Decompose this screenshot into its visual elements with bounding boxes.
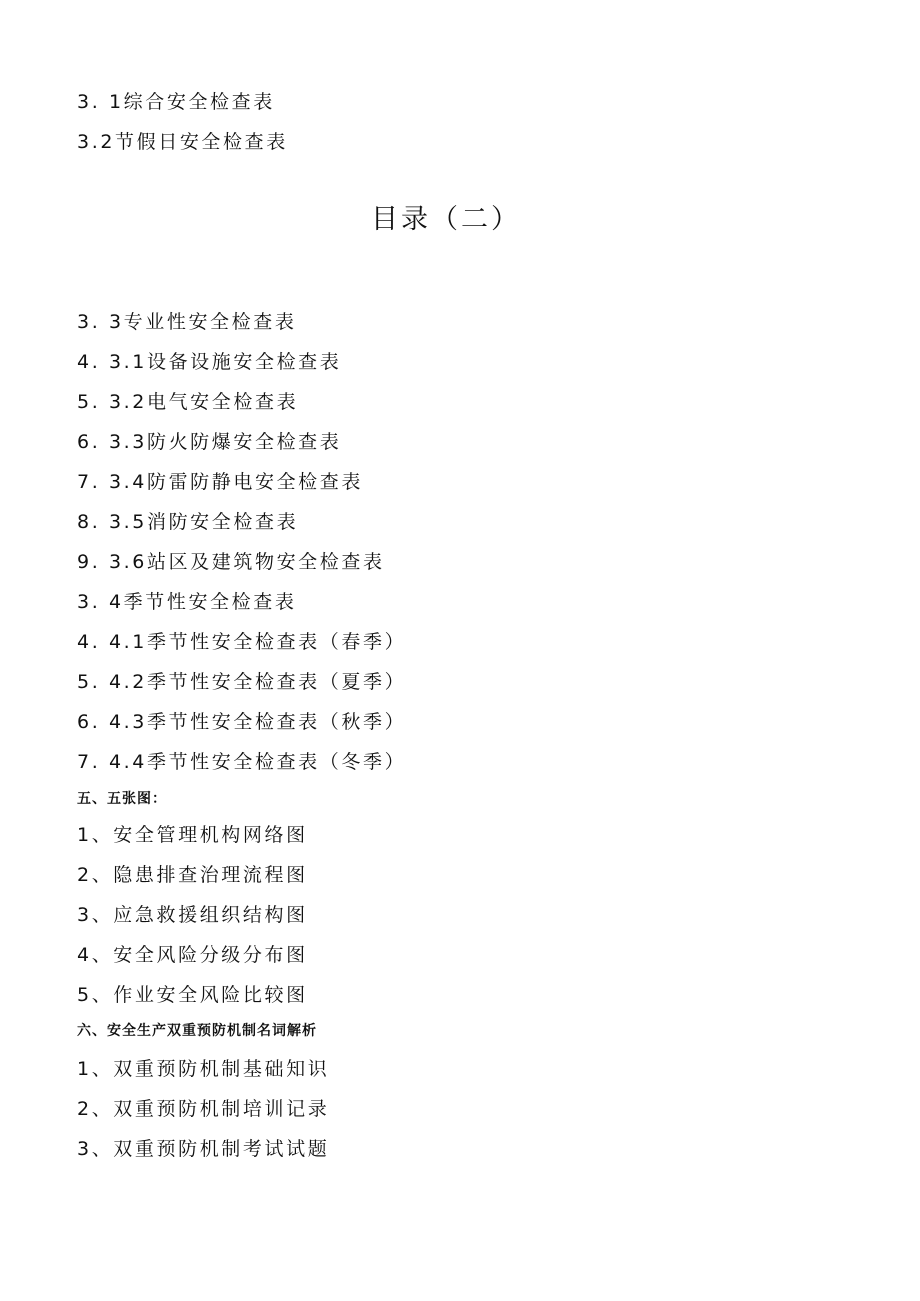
toc-item: 6. 3.3防火防爆安全检查表 [77, 431, 342, 453]
toc-item: 6. 4.3季节性安全检查表（秋季） [77, 711, 407, 733]
toc-item: 7. 3.4防雷防静电安全检查表 [77, 471, 363, 493]
toc-item: 7. 4.4季节性安全检查表（冬季） [77, 751, 407, 773]
dual-prevention-item: 1、双重预防机制基础知识 [77, 1058, 330, 1080]
dual-prevention-item: 2、双重预防机制培训记录 [77, 1098, 330, 1120]
toc-item: 3. 4季节性安全检查表 [77, 591, 297, 613]
toc-item: 3. 1综合安全检查表 [77, 91, 275, 113]
diagram-item: 3、应急救援组织结构图 [77, 904, 308, 926]
page-title: 目录（二） [371, 204, 521, 235]
toc-item: 4. 3.1设备设施安全检查表 [77, 351, 342, 373]
toc-item: 5. 4.2季节性安全检查表（夏季） [77, 671, 407, 693]
diagram-item: 5、作业安全风险比较图 [77, 984, 308, 1006]
toc-item: 3.2节假日安全检查表 [77, 131, 288, 153]
dual-prevention-item: 3、双重预防机制考试试题 [77, 1138, 330, 1160]
toc-item: 9. 3.6站区及建筑物安全检查表 [77, 551, 385, 573]
diagram-item: 2、隐患排查治理流程图 [77, 864, 308, 886]
toc-item: 4. 4.1季节性安全检查表（春季） [77, 631, 407, 653]
section-heading-five-diagrams: 五、五张图： [77, 791, 167, 807]
diagram-item: 1、安全管理机构网络图 [77, 824, 308, 846]
toc-item: 8. 3.5消防安全检查表 [77, 511, 299, 533]
section-heading-dual-prevention: 六、安全生产双重预防机制名词解析 [77, 1023, 317, 1039]
toc-item: 5. 3.2电气安全检查表 [77, 391, 299, 413]
diagram-item: 4、安全风险分级分布图 [77, 944, 308, 966]
toc-item: 3. 3专业性安全检查表 [77, 311, 297, 333]
